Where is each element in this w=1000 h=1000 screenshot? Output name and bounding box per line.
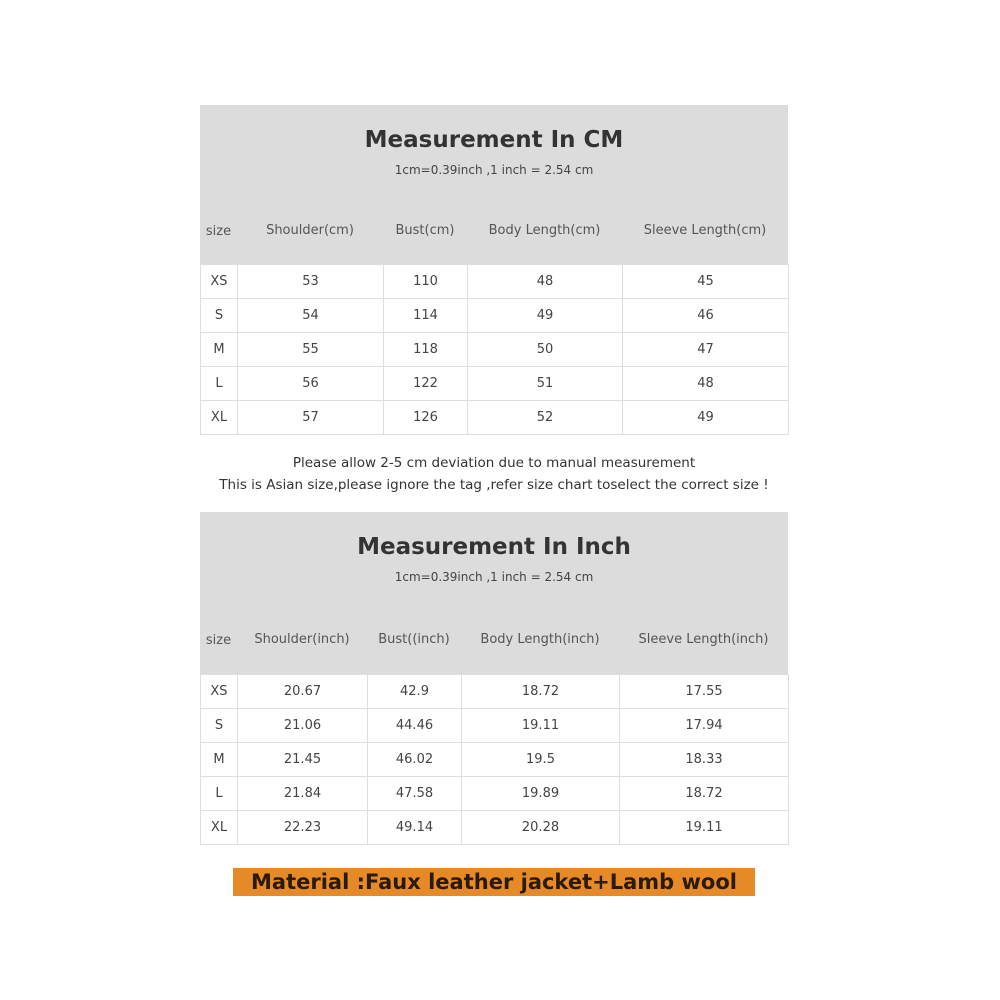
inch-size-cell: XL xyxy=(201,811,238,845)
cm-value-cell: 122 xyxy=(384,367,468,401)
inch-value-cell: 20.28 xyxy=(462,811,620,845)
inch-value-cell: 42.9 xyxy=(368,675,462,709)
inch-size-cell: L xyxy=(201,777,238,811)
inch-size-cell: S xyxy=(201,709,238,743)
cm-table-row xyxy=(201,299,789,333)
inch-value-cell: 19.5 xyxy=(462,743,620,777)
inch-col-header-size: size xyxy=(205,633,232,648)
inch-size-cell: XS xyxy=(201,675,238,709)
cm-value-cell: 52 xyxy=(468,401,623,435)
cm-table-row xyxy=(201,265,789,299)
inch-subtitle: 1cm=0.39inch ,1 inch = 2.54 cm xyxy=(394,570,594,584)
cm-value-cell: 126 xyxy=(384,401,468,435)
inch-value-cell: 20.67 xyxy=(238,675,368,709)
cm-value-cell: 49 xyxy=(623,401,789,435)
inch-title: Measurement In Inch xyxy=(357,534,631,560)
inch-size-table xyxy=(200,674,789,845)
cm-value-cell: 45 xyxy=(623,265,789,299)
cm-subtitle: 1cm=0.39inch ,1 inch = 2.54 cm xyxy=(394,163,594,177)
cm-value-cell: 50 xyxy=(468,333,623,367)
inch-col-header-body-length: Body Length(inch) xyxy=(480,632,600,647)
note-line-manual-measurement: Please allow 2-5 cm deviation due to manual measurement xyxy=(292,455,696,471)
inch-col-header-shoulder: Shoulder(inch) xyxy=(254,632,350,647)
inch-table-row xyxy=(201,811,789,845)
inch-col-header-sleeve-length: Sleeve Length(inch) xyxy=(638,632,769,647)
inch-value-cell: 21.45 xyxy=(238,743,368,777)
deviation-notes xyxy=(200,435,788,510)
cm-value-cell: 48 xyxy=(623,367,789,401)
cm-value-cell: 54 xyxy=(238,299,384,333)
inch-value-cell: 22.23 xyxy=(238,811,368,845)
cm-value-cell: 56 xyxy=(238,367,384,401)
cm-value-cell: 53 xyxy=(238,265,384,299)
inch-table-row xyxy=(201,777,789,811)
cm-value-cell: 110 xyxy=(384,265,468,299)
cm-table-row xyxy=(201,333,789,367)
inch-value-cell: 19.89 xyxy=(462,777,620,811)
inch-value-cell: 19.11 xyxy=(620,811,789,845)
inch-table-row xyxy=(201,675,789,709)
material-label: Material :Faux leather jacket+Lamb wool xyxy=(233,868,755,896)
cm-value-cell: 55 xyxy=(238,333,384,367)
cm-col-header-size: size xyxy=(205,224,232,239)
cm-measurement-section xyxy=(200,105,788,510)
cm-table-row xyxy=(201,401,789,435)
cm-size-table xyxy=(200,264,789,435)
inch-value-cell: 46.02 xyxy=(368,743,462,777)
cm-size-cell: XS xyxy=(201,265,238,299)
inch-value-cell: 17.55 xyxy=(620,675,789,709)
cm-value-cell: 47 xyxy=(623,333,789,367)
cm-table-row xyxy=(201,367,789,401)
inch-value-cell: 18.33 xyxy=(620,743,789,777)
inch-value-cell: 18.72 xyxy=(620,777,789,811)
cm-value-cell: 46 xyxy=(623,299,789,333)
inch-col-header-bust: Bust((inch) xyxy=(378,632,450,647)
inch-value-cell: 19.11 xyxy=(462,709,620,743)
cm-value-cell: 51 xyxy=(468,367,623,401)
cm-size-cell: L xyxy=(201,367,238,401)
cm-value-cell: 57 xyxy=(238,401,384,435)
cm-value-cell: 114 xyxy=(384,299,468,333)
cm-value-cell: 48 xyxy=(468,265,623,299)
inch-measurement-section xyxy=(200,512,788,845)
inch-value-cell: 21.06 xyxy=(238,709,368,743)
cm-value-cell: 118 xyxy=(384,333,468,367)
inch-value-cell: 47.58 xyxy=(368,777,462,811)
cm-size-cell: M xyxy=(201,333,238,367)
inch-value-cell: 18.72 xyxy=(462,675,620,709)
cm-size-cell: XL xyxy=(201,401,238,435)
cm-value-cell: 49 xyxy=(468,299,623,333)
inch-value-cell: 49.14 xyxy=(368,811,462,845)
note-line-asian-size: This is Asian size,please ignore the tag ,refer size chart toselect the correct size ! xyxy=(219,477,769,493)
cm-col-header-sleeve-length: Sleeve Length(cm) xyxy=(643,223,767,238)
cm-col-header-bust: Bust(cm) xyxy=(395,223,455,238)
inch-table-row xyxy=(201,709,789,743)
inch-size-cell: M xyxy=(201,743,238,777)
inch-table-row xyxy=(201,743,789,777)
inch-value-cell: 44.46 xyxy=(368,709,462,743)
cm-col-header-shoulder: Shoulder(cm) xyxy=(266,223,354,238)
cm-col-header-body-length: Body Length(cm) xyxy=(488,223,601,238)
cm-title: Measurement In CM xyxy=(364,127,624,153)
inch-header-band xyxy=(200,512,788,674)
inch-value-cell: 17.94 xyxy=(620,709,789,743)
cm-size-cell: S xyxy=(201,299,238,333)
inch-value-cell: 21.84 xyxy=(238,777,368,811)
cm-header-band xyxy=(200,105,788,264)
